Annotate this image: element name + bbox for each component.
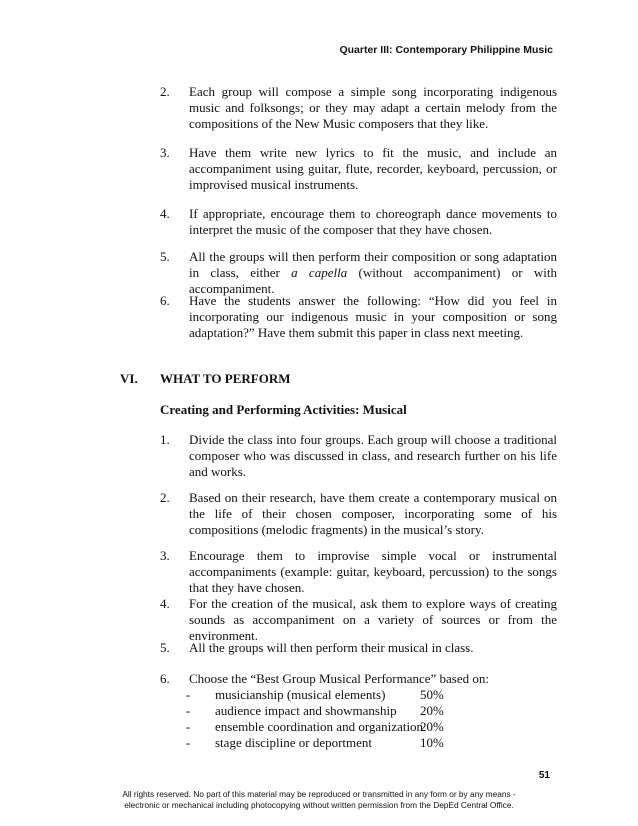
list-item-text: Choose the “Best Group Musical Performance” based on: [189, 671, 490, 686]
criteria-label: audience impact and showmanship [215, 703, 397, 718]
criteria-percent: 20% [420, 719, 444, 734]
criteria-label: ensemble coordination and organization [215, 719, 424, 734]
list-item-number: 4. [160, 206, 170, 221]
section-subheading: Creating and Performing Activities: Musical [160, 402, 407, 417]
list-item-text: If appropriate, encourage them to choreograph dance movements to interpret the music of the composer that they have chosen. [189, 206, 557, 237]
list-item-number: 5. [160, 249, 170, 264]
list-item-number: 5. [160, 640, 170, 655]
criteria-percent: 50% [420, 687, 444, 702]
list-item-text: Based on their research, have them create a contemporary musical on the life of their chosen composer, incorporating some of his compositions (melodic fragments) in the musical’s story. [189, 490, 557, 537]
list-item-number: 3. [160, 145, 170, 160]
list-item-text-part: (without accompaniment) or with accompaniment. [189, 265, 557, 296]
section-title: WHAT TO PERFORM [160, 371, 291, 386]
page-header-title: Quarter III: Contemporary Philippine Music [339, 44, 553, 56]
list-item-number: 2. [160, 84, 170, 99]
copyright-footer [0, 789, 638, 811]
list-item-text: Encourage them to improvise simple vocal or instrumental accompaniments (example: guitar, keyboard, percussion) to the songs that they have chosen. [189, 548, 557, 595]
criteria-label: stage discipline or deportment [215, 735, 373, 750]
italic-term: a capella [291, 265, 348, 280]
list-item-number: 6. [160, 293, 170, 308]
page-number: 51 [538, 770, 550, 781]
section-number: VI. [120, 371, 138, 386]
list-item-number: 4. [160, 596, 170, 611]
criteria-dash: - [186, 703, 191, 718]
criteria-row [0, 687, 638, 703]
list-item-number: 1. [160, 432, 170, 447]
list-item-number: 2. [160, 490, 170, 505]
list-item-text [189, 249, 557, 297]
list-item-number: 6. [160, 671, 170, 686]
criteria-label: musicianship (musical elements) [215, 687, 386, 702]
criteria-row [0, 719, 638, 735]
criteria-percent: 10% [420, 735, 444, 750]
criteria-row [0, 703, 638, 719]
criteria-row [0, 735, 638, 751]
criteria-dash: - [186, 719, 191, 734]
list-item-text: For the creation of the musical, ask them to explore ways of creating sounds as accompaniment on a variety of sources or from the environment. [189, 596, 557, 643]
list-item-text: Divide the class into four groups. Each group will choose a traditional composer who was discussed in class, and research further on his life and works. [189, 432, 557, 479]
list-item-text: Have the students answer the following: “How did you feel in incorporating our indigenous music in your composition or song adaptation?” Have them submit this paper in class next meeting. [189, 293, 557, 340]
criteria-dash: - [186, 687, 191, 702]
list-item-text: Each group will compose a simple song incorporating indigenous music and folksongs; or they may adapt a certain melody from the compositions of the New Music composers that they like. [189, 84, 557, 131]
footer-line: electronic or mechanical including photocopying without written permission from the DepEd Central Office. [124, 800, 514, 810]
list-item-text: Have them write new lyrics to fit the music, and include an accompaniment using guitar, flute, recorder, keyboard, percussion, or improvised musical instruments. [189, 145, 557, 192]
footer-line: All rights reserved. No part of this material may be reproduced or transmitted in any form or by any means - [122, 789, 516, 799]
list-item-text-part: All the groups will then perform their composition or song adaptation in class, either [189, 249, 557, 280]
list-item-text: All the groups will then perform their musical in class. [189, 640, 474, 655]
criteria-percent: 20% [420, 703, 444, 718]
list-item-number: 3. [160, 548, 170, 563]
criteria-dash: - [186, 735, 191, 750]
